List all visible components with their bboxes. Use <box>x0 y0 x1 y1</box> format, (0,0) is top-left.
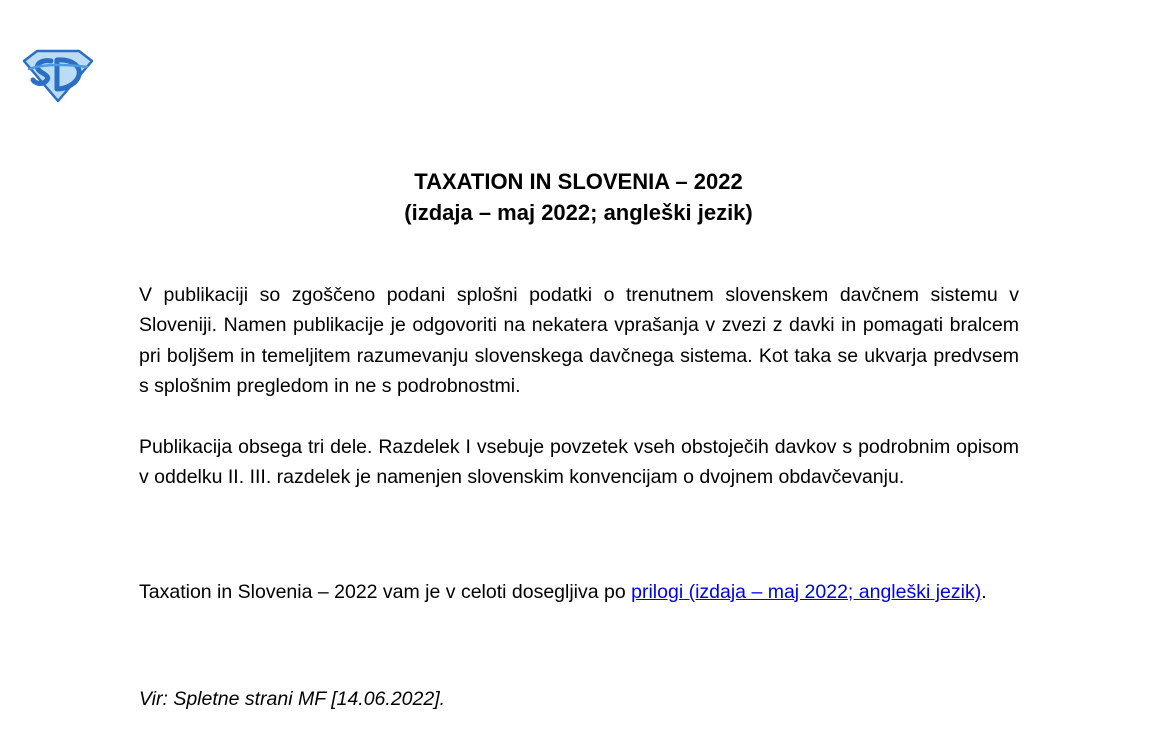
source-note: Vir: Spletne strani MF [14.06.2022]. <box>139 688 446 710</box>
availability-prefix: Taxation in Slovenia – 2022 vam je v celoti dosegljiva po <box>139 581 632 603</box>
paragraph-structure: Publikacija obsega tri dele. Razdelek I vsebuje povzetek vseh obstoječih davkov s podrobnim opisom v oddelku II. III. razdelek je namenjen slovenskim konvencijam o dvojnem obdavčevanju. <box>139 436 1019 489</box>
paragraph-availability <box>139 577 1019 607</box>
paragraph-description: V publikaciji so zgoščeno podani splošni podatki o trenutnem slovenskem davčnem sistemu v Sloveniji. Namen publikacije je odgovoriti na nekatera vprašanja v zvezi z davki in pomagati bralcem pri boljšem in temeljitem razumevanju slovenskega davčnega sistema. Kot taka se ukvarja predvsem s splošnim pregledom in ne s podrobnostmi. <box>139 284 1019 397</box>
title-line-1: TAXATION IN SLOVENIA – 2022 <box>414 169 743 194</box>
availability-suffix: . <box>981 581 987 603</box>
document-title <box>0 166 1157 228</box>
title-line-2: (izdaja – maj 2022; angleški jezik) <box>404 200 753 225</box>
shield-logo-icon <box>21 47 95 103</box>
sd-shield-logo <box>21 47 95 103</box>
publication-link[interactable]: prilogi (izdaja – maj 2022; angleški jezik) <box>631 581 982 603</box>
